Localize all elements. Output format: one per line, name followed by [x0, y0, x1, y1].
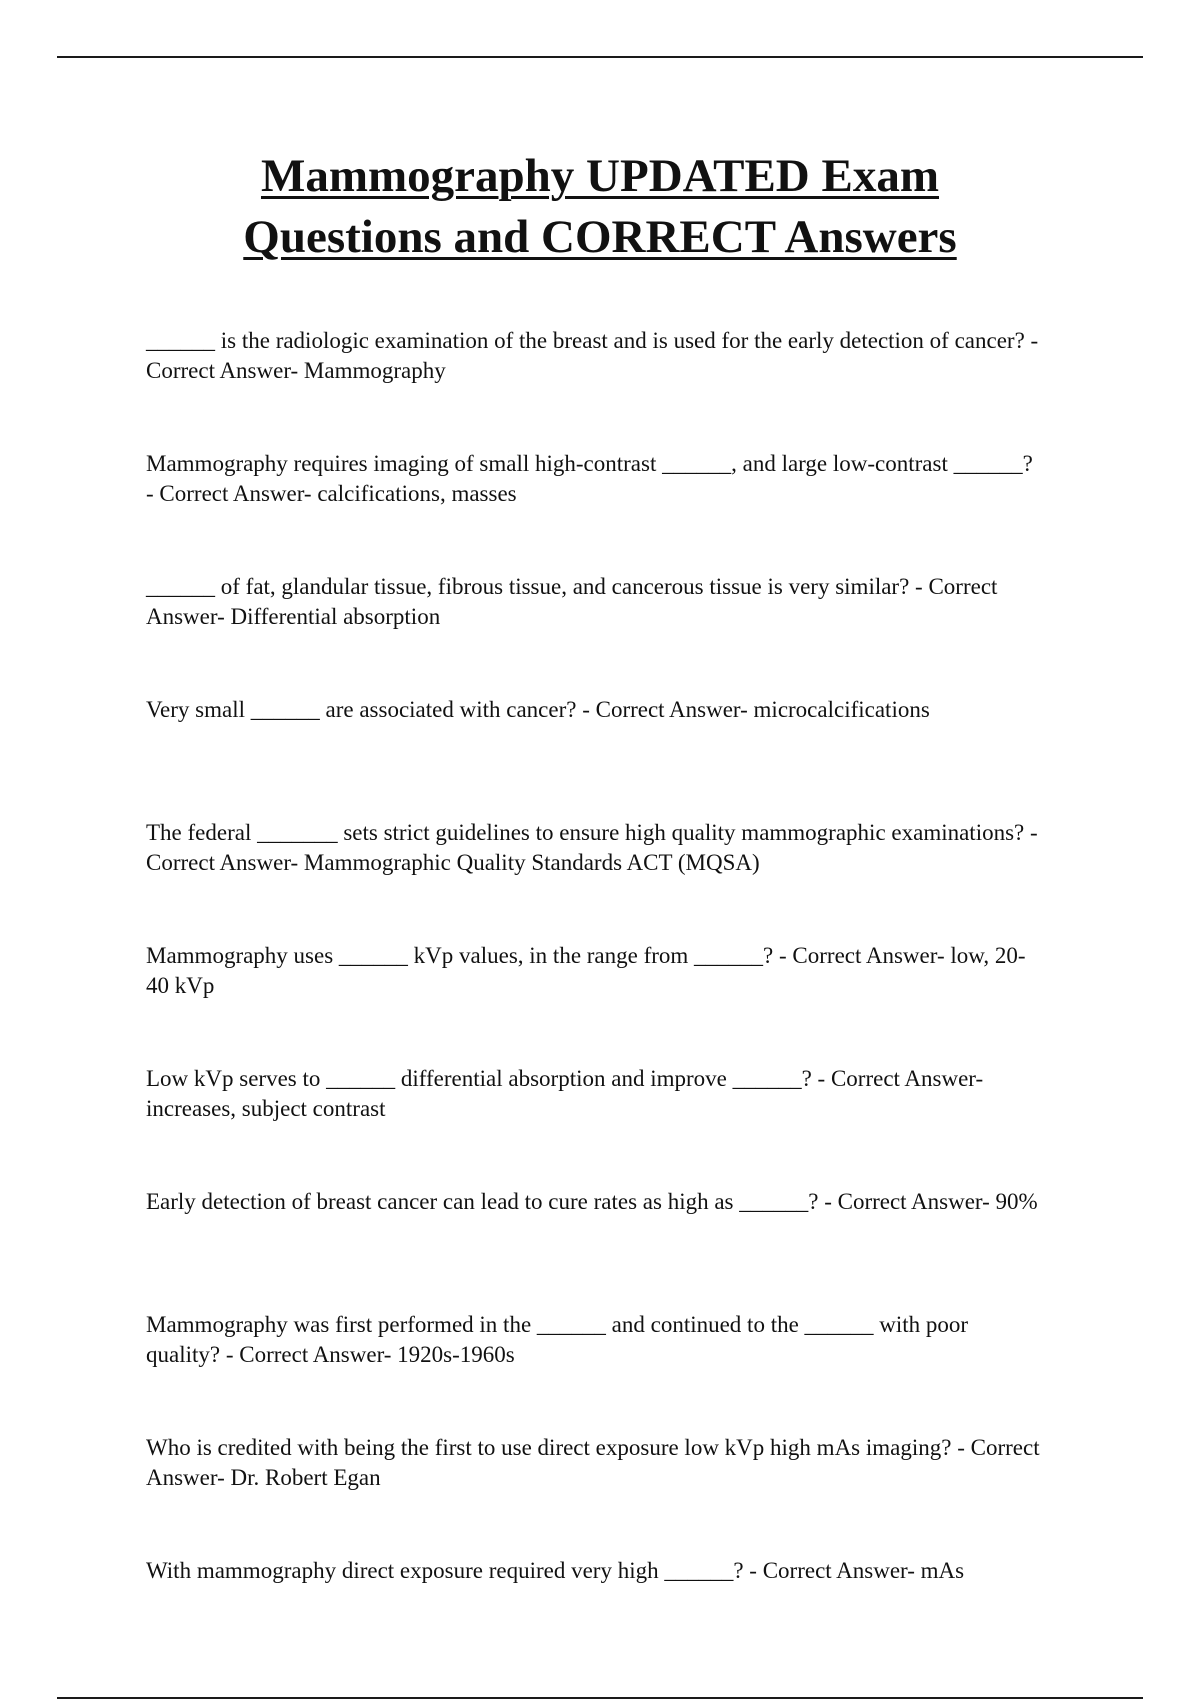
qa-item: ______ is the radiologic examination of the breast and is used for the early detection of cancer? - Correct Answer- Mammography [146, 328, 1039, 383]
qa-item: Mammography was first performed in the ______ and continued to the ______ with poor quality? - Correct Answer- 1920s-1960s [146, 1312, 969, 1367]
qa-item: With mammography direct exposure required very high ______? - Correct Answer- mAs [146, 1558, 965, 1583]
qa-item: Mammography uses ______ kVp values, in the range from ______? - Correct Answer- low, 20-40 kVp [146, 943, 1026, 998]
qa-item: ______ of fat, glandular tissue, fibrous tissue, and cancerous tissue is very similar? - Correct Answer- Differential absorption [146, 574, 998, 629]
qa-item: Early detection of breast cancer can lead to cure rates as high as ______? - Correct Answer- 90% [146, 1189, 1038, 1214]
bottom-rule [57, 1697, 1143, 1699]
top-rule [57, 56, 1143, 58]
qa-list [146, 326, 1046, 1679]
qa-item: Who is credited with being the first to use direct exposure low kVp high mAs imaging? - Correct Answer- Dr. Robert Egan [146, 1435, 1040, 1490]
qa-item: Very small ______ are associated with cancer? - Correct Answer- microcalcifications [146, 697, 930, 722]
qa-item: Low kVp serves to ______ differential absorption and improve ______? - Correct Answer- increases, subject contrast [146, 1066, 984, 1121]
title-line-1: Mammography UPDATED Exam [261, 150, 939, 202]
title-line-2: Questions and CORRECT Answers [243, 211, 957, 263]
qa-item: Mammography requires imaging of small high-contrast ______, and large low-contrast ______? - Correct Answer- calcifications, masses [146, 451, 1033, 506]
page-title [0, 146, 1200, 268]
qa-item: The federal _______ sets strict guidelines to ensure high quality mammographic examinations? - Correct Answer- Mammographic Quality Standards ACT (MQSA) [146, 820, 1038, 875]
